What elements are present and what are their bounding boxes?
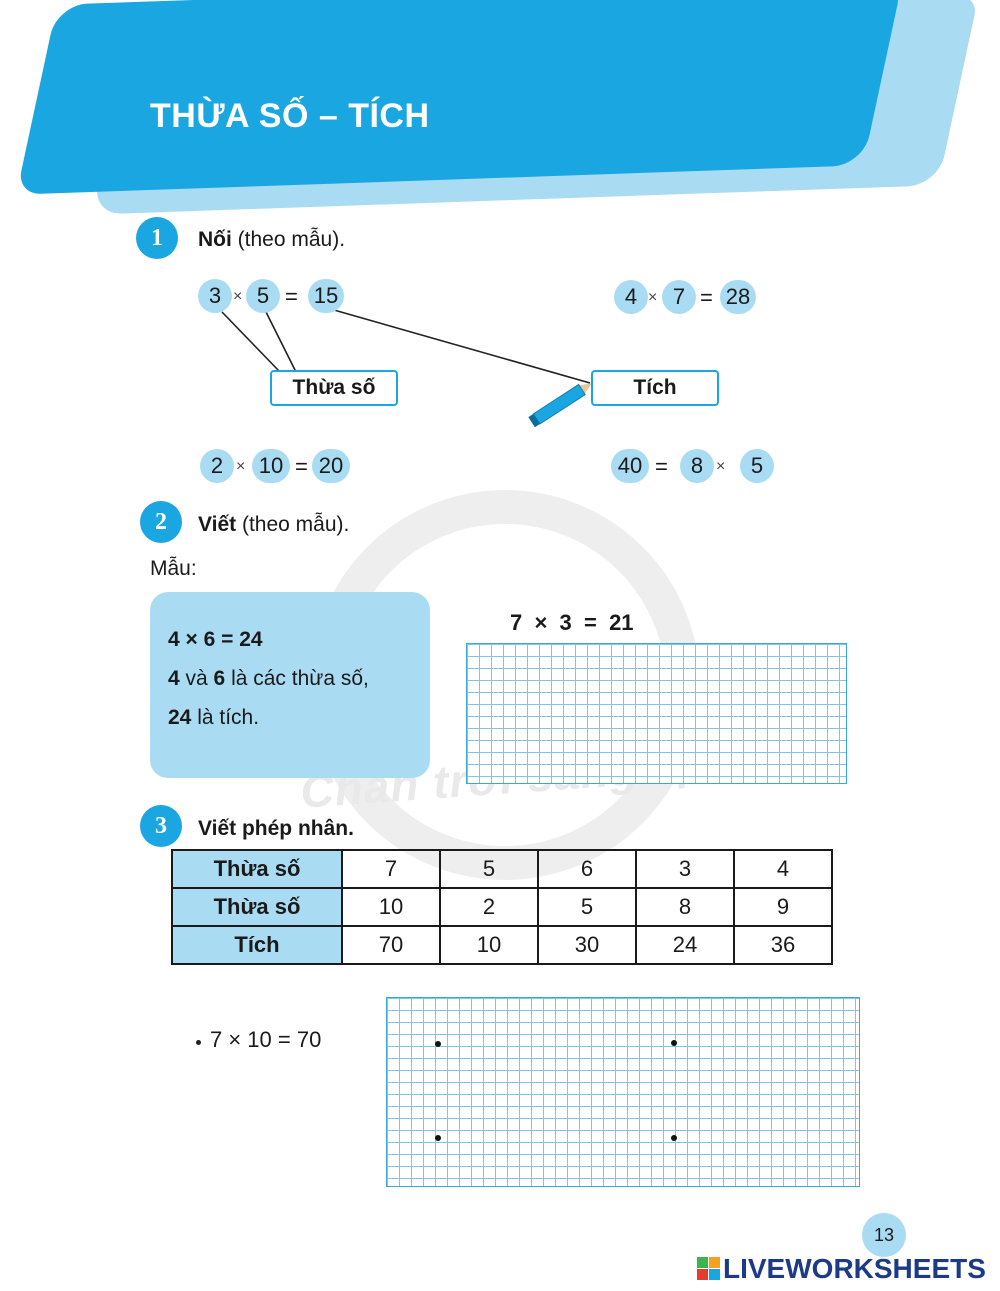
table-row (172, 850, 832, 888)
table-cell: 24 (636, 926, 734, 964)
bubble-factor[interactable]: 4 (614, 280, 648, 314)
table-cell: 30 (538, 926, 636, 964)
table-cell: 10 (342, 888, 440, 926)
sample-product: 24 (168, 706, 192, 729)
connector-lines (0, 0, 1000, 500)
table-row (172, 926, 832, 964)
multiplication-table (171, 849, 833, 965)
label-factor-box[interactable]: Thừa số (270, 370, 398, 406)
table-cell: 9 (734, 888, 832, 926)
sample-text-factors: là các thừa số, (225, 667, 369, 690)
exercise-3-number: 3 (140, 805, 182, 847)
bubble-factor[interactable]: 8 (680, 449, 714, 483)
table-cell: 6 (538, 850, 636, 888)
times-sign: × (233, 288, 243, 305)
row-header: Thừa số (172, 888, 342, 926)
exercise-2-title (198, 513, 349, 537)
exercise-1-title-rest: (theo mẫu). (231, 228, 346, 251)
table-cell: 36 (734, 926, 832, 964)
bubble-product[interactable]: 28 (720, 280, 756, 314)
exercise-3-title: Viết phép nhân. (198, 817, 354, 840)
table-cell: 7 (342, 850, 440, 888)
table-cell: 2 (440, 888, 538, 926)
bubble-factor[interactable]: 2 (200, 449, 234, 483)
bubble-factor[interactable]: 3 (198, 279, 232, 313)
equals-sign: = (655, 454, 668, 479)
sample-factor-b: 6 (213, 667, 226, 690)
watermark-text: Chân (298, 757, 422, 818)
times-sign: × (648, 289, 658, 306)
equals-sign: = (285, 284, 298, 309)
liveworksheets-icon (697, 1257, 721, 1281)
exercise-2-number: 2 (140, 501, 182, 543)
liveworksheets-logo[interactable] (697, 1253, 986, 1285)
times-sign: × (236, 458, 246, 475)
liveworksheets-text: LIVEWORKSHEETS (723, 1253, 986, 1284)
exercise-2-title-bold: Viết (198, 513, 237, 536)
table-cell: 5 (538, 888, 636, 926)
sample-factor-a: 4 (168, 667, 180, 690)
sample-line-2 (168, 667, 369, 691)
writing-grid-3[interactable] (386, 997, 860, 1187)
row-header: Thừa số (172, 850, 342, 888)
table-cell: 70 (342, 926, 440, 964)
table-row (172, 888, 832, 926)
sample-text-product: là tích. (191, 706, 260, 729)
table-cell: 5 (440, 850, 538, 888)
pencil-icon (528, 378, 595, 427)
grid-dot (435, 1041, 441, 1047)
bubble-factor[interactable]: 5 (740, 449, 774, 483)
bullet-dot (196, 1040, 201, 1045)
times-sign: × (716, 458, 726, 475)
exercise-1-title-bold: Nối (198, 228, 232, 251)
task-equation: 7 × 3 = 21 (510, 610, 634, 635)
sample-line-1: 4 × 6 = 24 (168, 628, 263, 651)
sample-line-3 (168, 706, 259, 730)
grid-dot (671, 1135, 677, 1141)
table-cell: 8 (636, 888, 734, 926)
bubble-product[interactable]: 15 (308, 279, 344, 313)
writing-grid-2[interactable] (466, 643, 847, 784)
sample-label: Mẫu: (150, 557, 197, 580)
equals-sign: = (700, 285, 713, 310)
page-title: THỪA SỐ – TÍCH (150, 97, 430, 135)
page-number: 13 (862, 1213, 906, 1257)
label-product-box[interactable]: Tích (591, 370, 719, 406)
table-cell: 3 (636, 850, 734, 888)
bubble-product[interactable]: 20 (312, 449, 350, 483)
sample-text-and: và (179, 667, 214, 690)
bubble-factor[interactable]: 5 (246, 279, 280, 313)
grid-dot (671, 1040, 677, 1046)
equals-sign: = (295, 454, 308, 479)
bubble-product[interactable]: 40 (611, 449, 649, 483)
grid-dot (435, 1135, 441, 1141)
table-cell: 4 (734, 850, 832, 888)
exercise-1-number: 1 (136, 217, 178, 259)
exercise-2-title-rest: (theo mẫu). (236, 513, 350, 536)
table-cell: 10 (440, 926, 538, 964)
example-equation: 7 × 10 = 70 (210, 1027, 322, 1052)
bubble-factor[interactable]: 7 (662, 280, 696, 314)
bubble-factor[interactable]: 10 (252, 449, 290, 483)
row-header: Tích (172, 926, 342, 964)
